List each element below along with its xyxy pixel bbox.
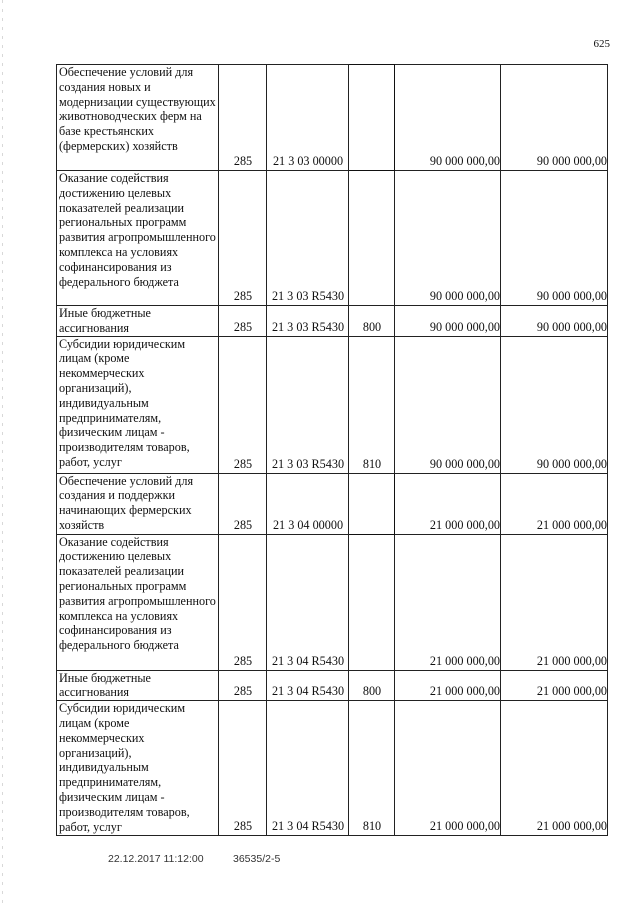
- row-amount-2: 90 000 000,00: [501, 306, 608, 337]
- row-name: Субсидии юридическим лицам (кроме некоммерческих организаций), индивидуальным предпринимателям, физическим лицам - производителям товаров, работ, услуг: [57, 336, 219, 473]
- row-vr-code: [349, 534, 395, 670]
- table-row: [57, 336, 608, 473]
- row-vr-code: 800: [349, 306, 395, 337]
- row-name: Субсидии юридическим лицам (кроме некоммерческих организаций), индивидуальным предпринимателям, физическим лицам - производителям товаров, работ, услуг: [57, 701, 219, 836]
- row-amount-2: 21 000 000,00: [501, 534, 608, 670]
- row-gr-code: 285: [219, 65, 267, 171]
- row-amount-1: 90 000 000,00: [395, 336, 501, 473]
- row-gr-code: 285: [219, 670, 267, 701]
- table-row: [57, 306, 608, 337]
- row-cs-code: 21 3 03 R5430: [267, 306, 349, 337]
- row-amount-1: 90 000 000,00: [395, 306, 501, 337]
- table-row: [57, 534, 608, 670]
- scan-margin-line: [2, 0, 3, 905]
- row-name: Иные бюджетные ассигнования: [57, 670, 219, 701]
- row-cs-code: 21 3 03 R5430: [267, 336, 349, 473]
- row-vr-code: 810: [349, 701, 395, 836]
- table-row: [57, 670, 608, 701]
- row-name: Оказание содействия достижению целевых показателей реализации региональных программ развития агропромышленного комплекса на условиях софинансирования из федерального бюджета: [57, 171, 219, 306]
- row-amount-2: 90 000 000,00: [501, 171, 608, 306]
- row-vr-code: [349, 65, 395, 171]
- row-vr-code: 810: [349, 336, 395, 473]
- row-amount-1: 21 000 000,00: [395, 701, 501, 836]
- budget-table: [56, 64, 608, 836]
- row-amount-2: 90 000 000,00: [501, 336, 608, 473]
- row-cs-code: 21 3 04 00000: [267, 473, 349, 534]
- row-amount-1: 90 000 000,00: [395, 171, 501, 306]
- row-gr-code: 285: [219, 306, 267, 337]
- row-gr-code: 285: [219, 701, 267, 836]
- row-gr-code: 285: [219, 171, 267, 306]
- row-amount-2: 21 000 000,00: [501, 473, 608, 534]
- row-cs-code: 21 3 03 00000: [267, 65, 349, 171]
- row-gr-code: 285: [219, 534, 267, 670]
- row-amount-2: 21 000 000,00: [501, 701, 608, 836]
- row-cs-code: 21 3 04 R5430: [267, 534, 349, 670]
- row-name: Оказание содействия достижению целевых показателей реализации региональных программ развития агропромышленного комплекса на условиях софинансирования из федерального бюджета: [57, 534, 219, 670]
- row-vr-code: 800: [349, 670, 395, 701]
- row-gr-code: 285: [219, 473, 267, 534]
- row-amount-1: 90 000 000,00: [395, 65, 501, 171]
- row-amount-2: 21 000 000,00: [501, 670, 608, 701]
- table-row: [57, 65, 608, 171]
- footer-timestamp: 22.12.2017 11:12:00: [108, 853, 204, 865]
- row-amount-1: 21 000 000,00: [395, 473, 501, 534]
- row-cs-code: 21 3 03 R5430: [267, 171, 349, 306]
- table-row: [57, 473, 608, 534]
- row-name: Обеспечение условий для создания новых и модернизации существующих животноводческих ферм на базе крестьянских (фермерских) хозяйств: [57, 65, 219, 171]
- row-vr-code: [349, 171, 395, 306]
- table-row: [57, 701, 608, 836]
- row-amount-1: 21 000 000,00: [395, 534, 501, 670]
- row-amount-1: 21 000 000,00: [395, 670, 501, 701]
- row-vr-code: [349, 473, 395, 534]
- footer-document-number: 36535/2-5: [233, 853, 281, 865]
- row-amount-2: 90 000 000,00: [501, 65, 608, 171]
- table-row: [57, 171, 608, 306]
- page-number: 625: [593, 38, 610, 50]
- row-name: Обеспечение условий для создания и поддержки начинающих фермерских хозяйств: [57, 473, 219, 534]
- row-cs-code: 21 3 04 R5430: [267, 670, 349, 701]
- row-cs-code: 21 3 04 R5430: [267, 701, 349, 836]
- row-name: Иные бюджетные ассигнования: [57, 306, 219, 337]
- row-gr-code: 285: [219, 336, 267, 473]
